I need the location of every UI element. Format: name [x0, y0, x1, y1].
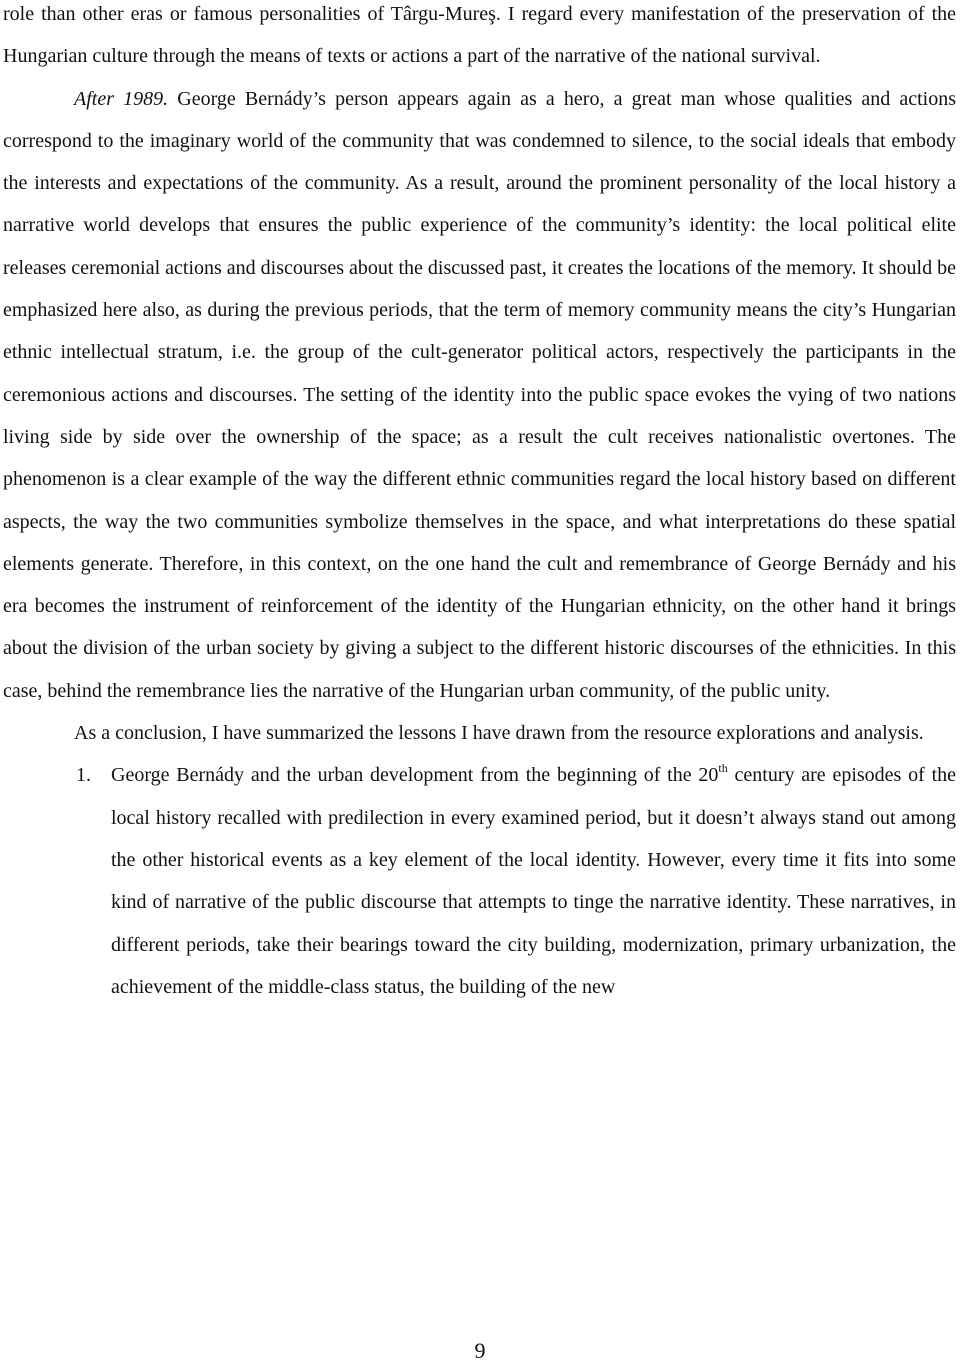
after-1989-text: George Bernády’s person appears again as a hero, a great man whose qualities and actions correspond to the imaginary world of the community that was condemned to silence, to the social ideals that embody the interests and expectations of the community. As a result, around the prominent personality of the local history a narrative world develops that ensures the public experience of the community’s identity: the local political elite releases ceremonial actions and discourses about the discussed past, it creates the locations of the memory. It should be emphasized here also, as during the previous periods, that the term of memory community means the city’s Hungarian ethnic intellectual stratum, i.e. the group of the cult-generator political actors, respectively the participants in the ceremonious actions and discourses. The setting of the identity into the public space evokes the vying of two nations living side by side over the ownership of the space; as a result the cult receives nationalistic overtones. The phenomenon is a clear example of the way the different ethnic communities regard the local history based on different aspects, the way the two communities symbolize themselves in the space, and what interpretations do these spatial elements generate. Therefore, in this context, on the one hand the cult and remembrance of George Bernády and his era becomes the instrument of reinforcement of the identity of the Hungarian ethnicity, on the other hand it brings about the division of the urban society by giving a subject to the different historic discourses of the ethnicities. In this case, behind the remembrance lies the narrative of the Hungarian urban community, of the public unity. [3, 87, 957, 702]
after-1989-paragraph [3, 78, 956, 712]
list-item [3, 754, 956, 1008]
list-item-superscript: th [718, 761, 728, 776]
list-item-text-start: George Bernády and the urban development from the beginning of the 20 [111, 764, 719, 787]
continuation-paragraph: role than other eras or famous personalities of Târgu-Mureş. I regard every manifestation of the preservation of the Hungarian culture through the means of texts or actions a part of the narrative of the national survival. [3, 3, 956, 68]
page-number: 9 [474, 1338, 486, 1363]
lessons-list [3, 754, 956, 1008]
document-page [3, 0, 956, 1008]
list-item-number: 1. [76, 764, 91, 787]
list-item-text-end: century are episodes of the local history recalled with predilection in every examined period, but it doesn’t always stand out among the other historical events as a key element of the local identity. However, every time it fits into some kind of narrative of the public discourse that attempts to tinge the narrative identity. These narratives, in different periods, take their bearings toward the city building, modernization, primary urbanization, the achievement of the middle-class status, the building of the new [111, 764, 956, 998]
after-1989-lead: After 1989. [74, 87, 169, 110]
conclusion-paragraph: As a conclusion, I have summarized the lessons I have drawn from the resource explorations and analysis. [74, 722, 924, 745]
